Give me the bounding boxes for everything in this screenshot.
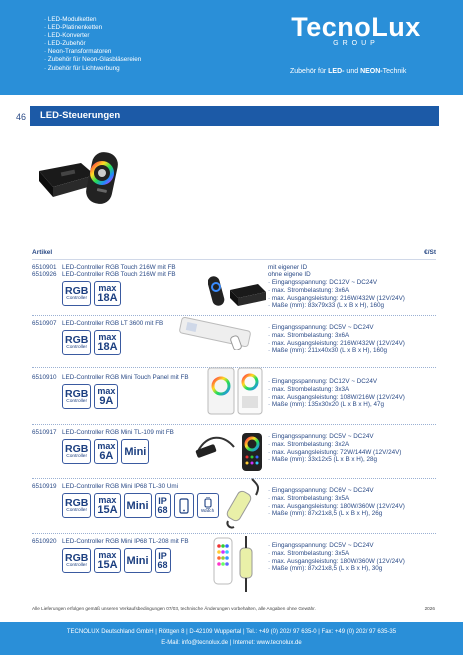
spec-item: · Eingangsspannung: DC5V ~ DC24V (268, 542, 405, 550)
spec-item: · max. Strombelastung: 3x2A (268, 441, 401, 449)
product-description: LED-Controller RGB Mini IP68 TL-208 mit FB (62, 538, 189, 545)
rgb-controller-badge: RGB Controller (62, 493, 91, 518)
variant-note: ohne eigene ID (268, 271, 311, 278)
tagline-led: LED- (328, 68, 345, 75)
column-header-article: Artikel (32, 249, 53, 256)
spec-item: · max. Strombelastung: 3x5A (268, 495, 405, 503)
spec-item: · Maße (mm): 87x21x8,5 (L x B x H), 30g (268, 565, 405, 573)
article-number: 6510910 (32, 374, 57, 381)
product-description: LED-Controller RGB Touch 216W mit FB (62, 264, 176, 271)
category-item[interactable]: · LED-Zubehör (44, 40, 141, 48)
spec-item: · Maße (mm): 211x40x30 (L x B x H), 160g (268, 347, 405, 355)
article-number: 6510919 (32, 483, 57, 490)
category-item[interactable]: · Neon-Transformatoren (44, 48, 141, 56)
category-item[interactable]: · LED-Platinenketten (44, 24, 141, 32)
tagline-text: Technik (382, 68, 407, 75)
section-title: LED-Steuerungen (40, 110, 121, 121)
article-number: 6510920 (32, 538, 57, 545)
tagline-neon: NEON- (360, 68, 383, 75)
tagline-text: Zubehör für (290, 68, 329, 75)
mini-badge: Mini (124, 493, 152, 518)
spec-item: · max. Ausgangsleistung: 180W/360W (12V/24V) (268, 503, 405, 511)
page-number: 46 (16, 112, 27, 122)
spec-item: · max. Strombelastung: 3x6A (268, 332, 405, 340)
mini-badge: Mini (124, 548, 152, 573)
spec-item: · max. Strombelastung: 3x5A (268, 550, 405, 558)
max-current-badge: max 9A (94, 384, 118, 409)
smartphone-icon (174, 493, 194, 518)
spec-item: · max. Ausgangsleistung: 108W/216W (12V/24V) (268, 394, 405, 402)
row-divider (32, 424, 436, 425)
spec-item: · max. Strombelastung: 3x3A (268, 386, 405, 394)
max-current-badge: max 18A (94, 281, 120, 306)
product-image (208, 534, 268, 594)
mini-badge: Mini (121, 439, 149, 464)
category-item[interactable]: · LED-Modulketten (44, 16, 141, 24)
spec-item: · max. Strombelastung: 3x6A (268, 287, 405, 295)
table-row (32, 481, 436, 533)
max-current-badge: max 18A (94, 330, 120, 355)
max-current-badge: max 15A (94, 548, 120, 573)
category-item[interactable]: · Zubehör für Neon-Glasbläsereien (44, 56, 141, 64)
spec-item: · max. Ausgangsleistung: 216W/432W (12V/24V) (268, 295, 405, 303)
product-description: LED-Controller RGB LT 3600 mit FB (62, 320, 164, 327)
watch-icon: Watch (197, 493, 219, 518)
page-footer (0, 622, 463, 655)
article-number: 6510917 (32, 429, 57, 436)
feature-badges (62, 493, 219, 518)
spec-item: · max. Ausgangsleistung: 180W/360W (12V/24V) (268, 558, 405, 566)
feature-badges (62, 439, 149, 464)
product-image (194, 427, 268, 475)
company-contact: TECNOLUX Deutschland GmbH | Röttgen 8 | D-42109 Wuppertal | Tel.: +49 (0) 202/ 97 635-0 | Fax: +49 (0) 202/ 97 635-35 (66, 629, 397, 635)
table-row (32, 536, 436, 598)
product-image (172, 314, 268, 350)
spec-item: · Maße (mm): 83x79x33 (L x B x H), 160g (268, 302, 405, 310)
ip68-badge: IP 68 (155, 493, 171, 518)
product-image (204, 360, 270, 418)
tecnolux-logo (276, 12, 436, 58)
rgb-controller-badge: RGB Controller (62, 384, 91, 409)
spec-item: · Eingangsspannung: DC5V ~ DC24V (268, 324, 405, 332)
tagline (290, 68, 406, 75)
variant-note: mit eigener ID (268, 264, 308, 271)
terms-footnote: Alle Lieferungen erfolgen gemäß unseren Verkaufsbedingungen 07/03, technische Änderungen vorbehalten, alle Angaben ohne Gewähr. (32, 606, 316, 611)
spec-item: · Eingangsspannung: DC12V ~ DC24V (268, 279, 405, 287)
rgb-controller-badge: RGB Controller (62, 330, 91, 355)
max-current-badge: max 15A (94, 493, 120, 518)
section-title-bar (30, 106, 439, 126)
table-row (32, 262, 436, 312)
rgb-controller-badge: RGB Controller (62, 439, 91, 464)
rgb-controller-badge: RGB Controller (62, 281, 91, 306)
feature-badges (62, 384, 118, 409)
spec-list (268, 487, 405, 518)
spec-item: · max. Ausgangsleistung: 72W/144W (12V/24V) (268, 449, 401, 457)
spec-list (268, 279, 405, 310)
spec-item: · Eingangsspannung: DC6V ~ DC24V (268, 487, 405, 495)
email-website[interactable]: E-Mail: info@tecnolux.de | Internet: www.tecnolux.de (161, 640, 302, 646)
category-list (44, 16, 141, 73)
feature-badges (62, 548, 171, 573)
feature-badges (62, 281, 121, 306)
page-header (0, 0, 463, 95)
spec-item: · max. Ausgangsleistung: 216W/432W (12V/24V) (268, 340, 405, 348)
table-row (32, 427, 436, 477)
product-image (222, 475, 268, 531)
product-description: LED-Controller RGB Mini Touch Panel mit FB (62, 374, 189, 381)
table-row (32, 372, 436, 424)
article-number: 6510901 (32, 264, 57, 271)
ip68-badge: IP 68 (155, 548, 171, 573)
category-item[interactable]: · LED-Konverter (44, 32, 141, 40)
rgb-controller-badge: RGB Controller (62, 548, 91, 573)
tagline-text: und (344, 68, 361, 75)
max-current-badge: max 6A (94, 439, 118, 464)
category-item[interactable]: · Zubehör für Lichtwerbung (44, 65, 141, 73)
product-description: LED-Controller RGB Mini IP68 TL-30 Umi (62, 483, 179, 490)
article-number: 6510926 (32, 271, 57, 278)
spec-list (268, 378, 405, 409)
article-number: 6510907 (32, 320, 57, 327)
table-header (32, 246, 436, 260)
spec-item: · Eingangsspannung: DC5V ~ DC24V (268, 433, 401, 441)
logo-wordmark: TecnoLux (291, 12, 421, 42)
spec-item: · Maße (mm): 87x21x8,5 (L x B x H), 26g (268, 510, 405, 518)
footnote-code: 2026 (424, 606, 435, 611)
spec-list (268, 433, 401, 464)
spec-list (268, 324, 405, 355)
spec-list (268, 542, 405, 573)
spec-item: · Eingangsspannung: DC12V ~ DC24V (268, 378, 405, 386)
product-description: LED-Controller RGB Mini TL-109 mit FB (62, 429, 174, 436)
spec-item: · Maße (mm): 33x12x5 (L x B x H), 28g (268, 456, 401, 464)
product-description: LED-Controller RGB Touch 216W mit FB (62, 271, 176, 278)
spec-item: · Maße (mm): 135x30x20 (L x B x H), 47g (268, 401, 405, 409)
product-image (208, 274, 268, 310)
column-header-price: €/St (424, 249, 436, 256)
feature-badges (62, 330, 121, 355)
logo-group-label: GROUP (333, 40, 379, 47)
hero-product-image (37, 149, 122, 207)
